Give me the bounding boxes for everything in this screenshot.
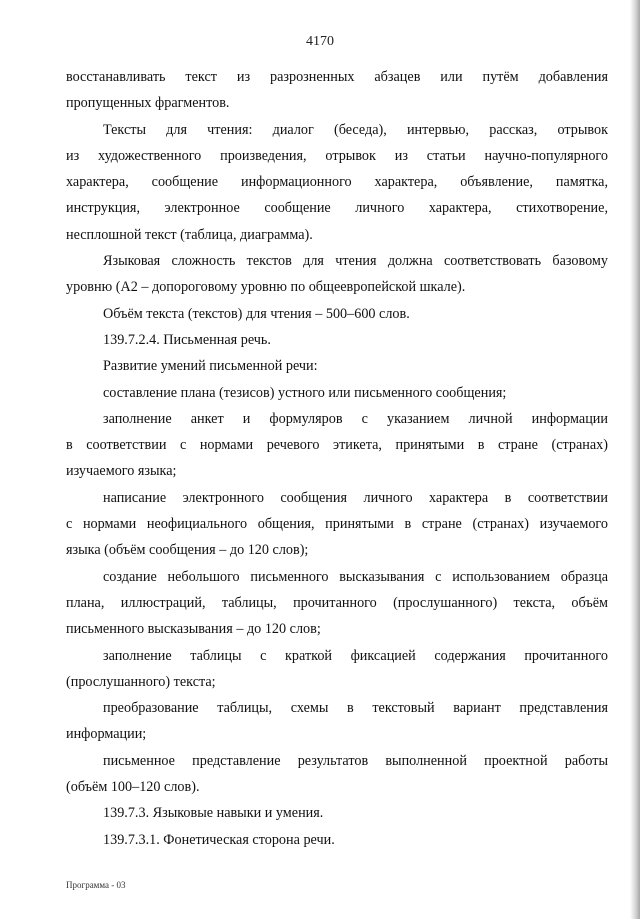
- paragraph: [66, 117, 608, 248]
- paragraph: [66, 64, 608, 117]
- text-line: плана, иллюстраций, таблицы, прочитанного (прослушанного) текста, объём: [66, 594, 608, 611]
- text-line: Языковая сложность текстов для чтения должна соответствовать базовому: [103, 253, 608, 270]
- paragraph: [66, 564, 608, 643]
- page-number: 4170: [306, 34, 334, 49]
- paragraph: [66, 327, 608, 353]
- text-line: письменное представление результатов выполненной проектной работы: [103, 752, 608, 769]
- text-line: из художественного произведения, отрывок из статьи научно-популярного: [66, 147, 608, 164]
- paragraph: [66, 643, 608, 696]
- paragraph: [66, 301, 608, 327]
- text-line: языка (объём сообщения – до 120 слов);: [66, 542, 309, 559]
- text-line: заполнение анкет и формуляров с указанием личной информации: [103, 410, 608, 427]
- text-line: (объём 100–120 слов).: [66, 779, 200, 796]
- text-line: 139.7.3.1. Фонетическая сторона речи.: [103, 831, 335, 848]
- paragraph: [66, 353, 608, 379]
- paragraph: [66, 485, 608, 564]
- text-line: уровню (А2 – допороговому уровню по общеевропейской шкале).: [66, 279, 466, 296]
- text-line: составление плана (тезисов) устного или письменного сообщения;: [103, 384, 507, 401]
- text-line: заполнение таблицы с краткой фиксацией содержания прочитанного: [103, 647, 608, 664]
- paragraph: [66, 800, 608, 826]
- paragraph: [66, 695, 608, 748]
- text-line: с нормами неофициального общения, принятыми в стране (странах) изучаемого: [66, 516, 608, 533]
- text-line: характера, сообщение информационного характера, объявление, памятка,: [66, 174, 608, 191]
- paragraph: [66, 748, 608, 801]
- text-line: в соответствии с нормами речевого этикета, принятыми в стране (странах): [66, 437, 608, 454]
- page-footer: Программа - 03: [66, 880, 126, 890]
- text-line: 139.7.3. Языковые навыки и умения.: [103, 805, 324, 822]
- paragraph: [66, 406, 608, 485]
- text-line: создание небольшого письменного высказывания с использованием образца: [103, 568, 608, 585]
- text-line: инструкция, электронное сообщение личного характера, стихотворение,: [66, 200, 608, 217]
- text-line: Тексты для чтения: диалог (беседа), интервью, рассказ, отрывок: [103, 121, 608, 138]
- text-line: преобразование таблицы, схемы в текстовый вариант представления: [103, 700, 608, 717]
- text-line: Объём текста (текстов) для чтения – 500–600 слов.: [103, 305, 410, 322]
- text-line: 139.7.2.4. Письменная речь.: [103, 331, 271, 348]
- paragraph: [66, 248, 608, 301]
- text-line: информации;: [66, 726, 147, 743]
- scan-edge-shadow: [630, 0, 640, 919]
- text-line: несплошной текст (таблица, диаграмма).: [66, 226, 313, 243]
- document-body: [66, 64, 608, 853]
- text-line: (прослушанного) текста;: [66, 673, 216, 690]
- text-line: письменного высказывания – до 120 слов;: [66, 621, 321, 638]
- text-line: изучаемого языка;: [66, 463, 177, 480]
- text-line: написание электронного сообщения личного характера в соответствии: [103, 489, 608, 506]
- text-line: Развитие умений письменной речи:: [103, 358, 318, 375]
- paragraph: [66, 380, 608, 406]
- text-line: пропущенных фрагментов.: [66, 95, 230, 112]
- paragraph: [66, 827, 608, 853]
- text-line: восстанавливать текст из разрозненных абзацев или путём добавления: [66, 69, 608, 85]
